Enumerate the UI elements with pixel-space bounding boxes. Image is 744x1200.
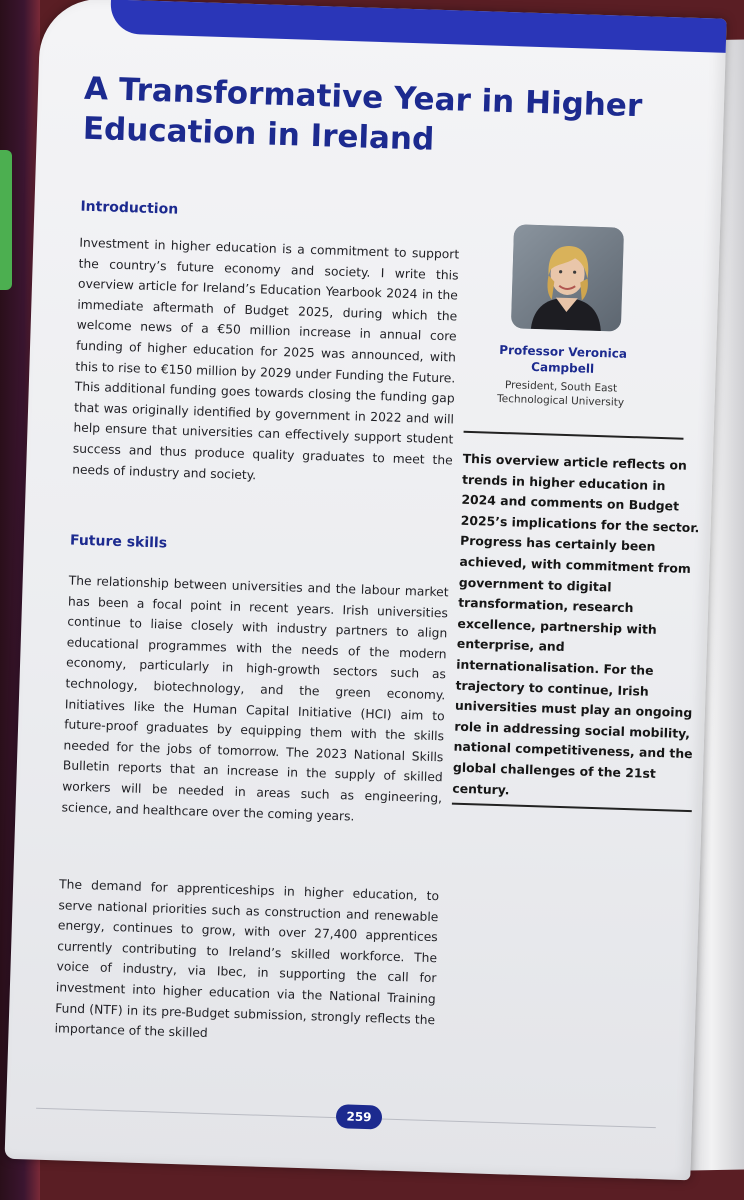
header-band	[110, 0, 727, 54]
pullquote-top-rule	[464, 431, 684, 440]
article-title: A Transformative Year in Higher Education in Ireland	[82, 70, 643, 158]
future-skills-paragraph-1: The relationship between universities and the labour market has been a focal point in recent years. Irish universities continue to liaise closely with industry partners to align educational programmes with the needs of the modern economy, particularly in high-growth sectors such as technology, biotechnology, and the green economy. Initiatives like the Human Capital Initiative (HCI) aim to future-proof graduates by equipping them with the skills needed for the jobs of tomorrow. The 2023 National Skills Bulletin reports that an increase in the supply of skilled workers will be needed in areas such as engineering, science, and healthcare over the coming years.	[61, 573, 449, 824]
author-role: President, South East Technological University	[496, 379, 625, 409]
author-portrait-image	[511, 224, 624, 331]
author-name: Professor Veronica Campbell	[499, 342, 628, 376]
page-number-badge: 259	[336, 1104, 383, 1129]
adjacent-book-edge	[0, 150, 12, 290]
introduction-paragraph: Investment in higher education is a commitment to support the country’s future economy and society. I write this overview article for Ireland’s Education Yearbook 2024 in the immediate aftermath of Budget 2025, during which the welcome news of a €50 million increase in annual core funding of higher education for 2025 was announced, with this to rise to €150 million by 2029 under Funding the Future. This additional funding goes towards closing the funding gap that was originally identified by government in 2022 and will help ensure that universities can effectively support student success and thus produce quality graduates to meet the needs of industry and society.	[71, 235, 460, 482]
section-heading-future-skills: Future skills	[69, 532, 168, 552]
author-photo	[511, 224, 624, 331]
pullquote-text: This overview article reflects on trends in higher education in 2024 and comments on Budget 2025’s implications for the sector. Progress has certainly been achieved, with commitment from government to digital transformation, research excellence, partnership with enterprise, and internationalisation. For the trajectory to continue, Irish universities must play an ongoing role in addressing social mobility, national competitiveness, and the global challenges of the 21st century.	[452, 450, 700, 797]
book-page	[5, 0, 727, 1180]
section-heading-introduction: Introduction	[80, 198, 179, 218]
future-skills-paragraph-2: The demand for apprenticeships in higher education, to serve national priorities such as construction and renewable energy, continues to grow, with over 27,400 apprentices currently contributing to Ireland’s skilled workforce. The voice of industry, via Ibec, in supporting the call for investment into higher education via the National Training Fund (NTF) in its pre-Budget submission, strongly reflects the importance of the skilled	[54, 877, 440, 1041]
